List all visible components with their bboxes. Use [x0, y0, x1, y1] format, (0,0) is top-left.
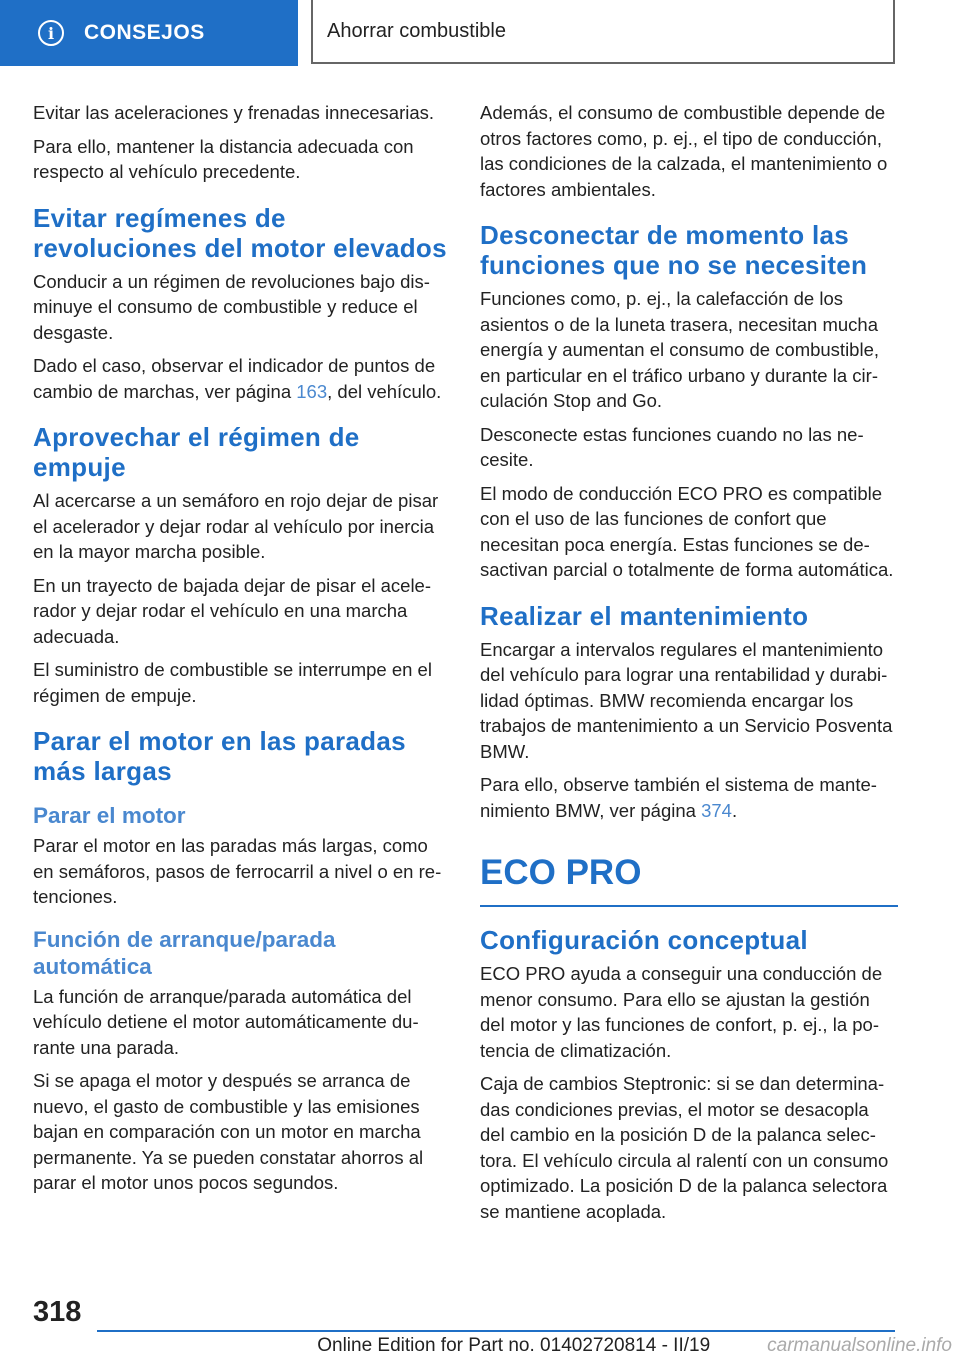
paragraph: Al acercarse a un semáforo en rojo dejar de pisar el acelerador y dejar rodar al vehículo por inercia en la mayor marcha posible.: [33, 490, 439, 562]
paragraph: Caja de cambios Steptronic: si se dan determinadas condiciones previas, el motor se desacopla del cambio en la posición D de la palanca selectora. El vehículo circula al ralentí con un consumo optimizado. La posición D de la palanca selectora se mantiene acoplada.: [480, 1073, 889, 1222]
paragraph: Parar el motor en las paradas más largas, como en semáforos, pasos de ferrocarril a nivel o en retenciones.: [33, 835, 442, 907]
paragraph: En un trayecto de bajada dejar de pisar el acelerador y dejar rodar el vehículo en una marcha adecuada.: [33, 574, 432, 647]
subheading-arranque-parada: Función de arranque/parada automática: [33, 926, 336, 979]
section-tab[interactable]: [0, 0, 298, 66]
heading-mantenimiento: Realizar el mantenimiento: [480, 600, 809, 631]
left-column: [33, 100, 451, 1204]
text: Dado el caso, observar el indicador de puntos de cambio de marchas, ver página: [33, 355, 436, 402]
topic-header: [311, 0, 895, 64]
chapter-title-eco-pro: ECO PRO: [480, 853, 898, 907]
watermark: carmanualsonline.info: [767, 1335, 952, 1356]
page-number: 318: [33, 1296, 82, 1328]
info-icon: i: [38, 20, 64, 46]
text: .: [731, 799, 738, 821]
heading-rpm: Evitar regímenes de revoluciones del motor elevados: [33, 202, 447, 263]
paragraph: La función de arranque/parada automática del vehículo detiene el motor automáticamente durante una parada.: [33, 985, 419, 1058]
edition-label: Online Edition for Part no. 01402720814 - II/19: [317, 1335, 711, 1356]
subheading-parar-motor: Parar el motor: [33, 803, 186, 828]
page-link-163[interactable]: 163: [296, 380, 328, 402]
paragraph: Conducir a un régimen de revoluciones bajo disminuye el consumo de combustible y reduce el desgaste.: [33, 270, 430, 343]
page-link-374[interactable]: 374: [701, 799, 732, 821]
heading-empuje: Aprovechar el régimen de empuje: [33, 422, 360, 482]
heading-configuracion: Configuración conceptual: [480, 925, 808, 955]
paragraph-with-link: [33, 353, 451, 404]
paragraph: ECO PRO ayuda a conseguir una conducción de menor consumo. Para ello se ajustan la gestión del motor y las funciones de confort, p. ej., la potencia de climatización.: [480, 963, 883, 1061]
heading-desconectar: Desconectar de momento las funciones que no se necesiten: [480, 220, 868, 280]
paragraph: Si se apaga el motor y después se arranca de nuevo, el gasto de combustible y las emisiones bajan en comparación con un motor en marcha permanente. Ya se pueden constatar ahorros al parar el motor unos pocos segundos.: [33, 1070, 424, 1193]
paragraph: Encargar a intervalos regulares el mantenimiento del vehículo para lograr una rentabilidad y durabilidad óptimas. BMW recomienda encargar los trabajos de mantenimiento a un Servicio Posventa BMW.: [480, 638, 893, 762]
topic-title: Ahorrar combustible: [327, 19, 506, 42]
paragraph: Para ello, mantener la distancia adecuada con respecto al vehículo precedente.: [33, 135, 414, 182]
paragraph: Funciones como, p. ej., la calefacción de los asientos o de la luneta trasera, necesitan mucha energía y aumentan el consumo de combustible, en particular en el tráfico urbano y durante la circulación Stop and Go.: [480, 288, 880, 411]
paragraph: Evitar las aceleraciones y frenadas innecesarias.: [33, 102, 435, 123]
paragraph: Además, el consumo de combustible depende de otros factores como, p. ej., el tipo de conducción, las condiciones de la calzada, el mantenimiento o factores ambientales.: [480, 102, 888, 200]
paragraph: El modo de conducción ECO PRO es compatible con el uso de las funciones de confort que necesitan poca energía. Estas funciones se desactivan parcial o totalmente de forma automática.: [480, 482, 894, 580]
text: Para ello, observe también el sistema de mantenimiento BMW, ver página: [480, 774, 877, 821]
paragraph: El suministro de combustible se interrumpe en el régimen de empuje.: [33, 659, 432, 706]
text: , del vehículo.: [327, 380, 442, 402]
paragraph: Desconecte estas funciones cuando no las necesite.: [480, 423, 864, 470]
heading-parar: Parar el motor en las paradas más largas: [33, 726, 406, 786]
section-title: CONSEJOS: [84, 21, 205, 44]
right-column: [480, 100, 898, 1232]
footer-divider: [97, 1330, 895, 1332]
paragraph-with-link: [480, 772, 898, 823]
